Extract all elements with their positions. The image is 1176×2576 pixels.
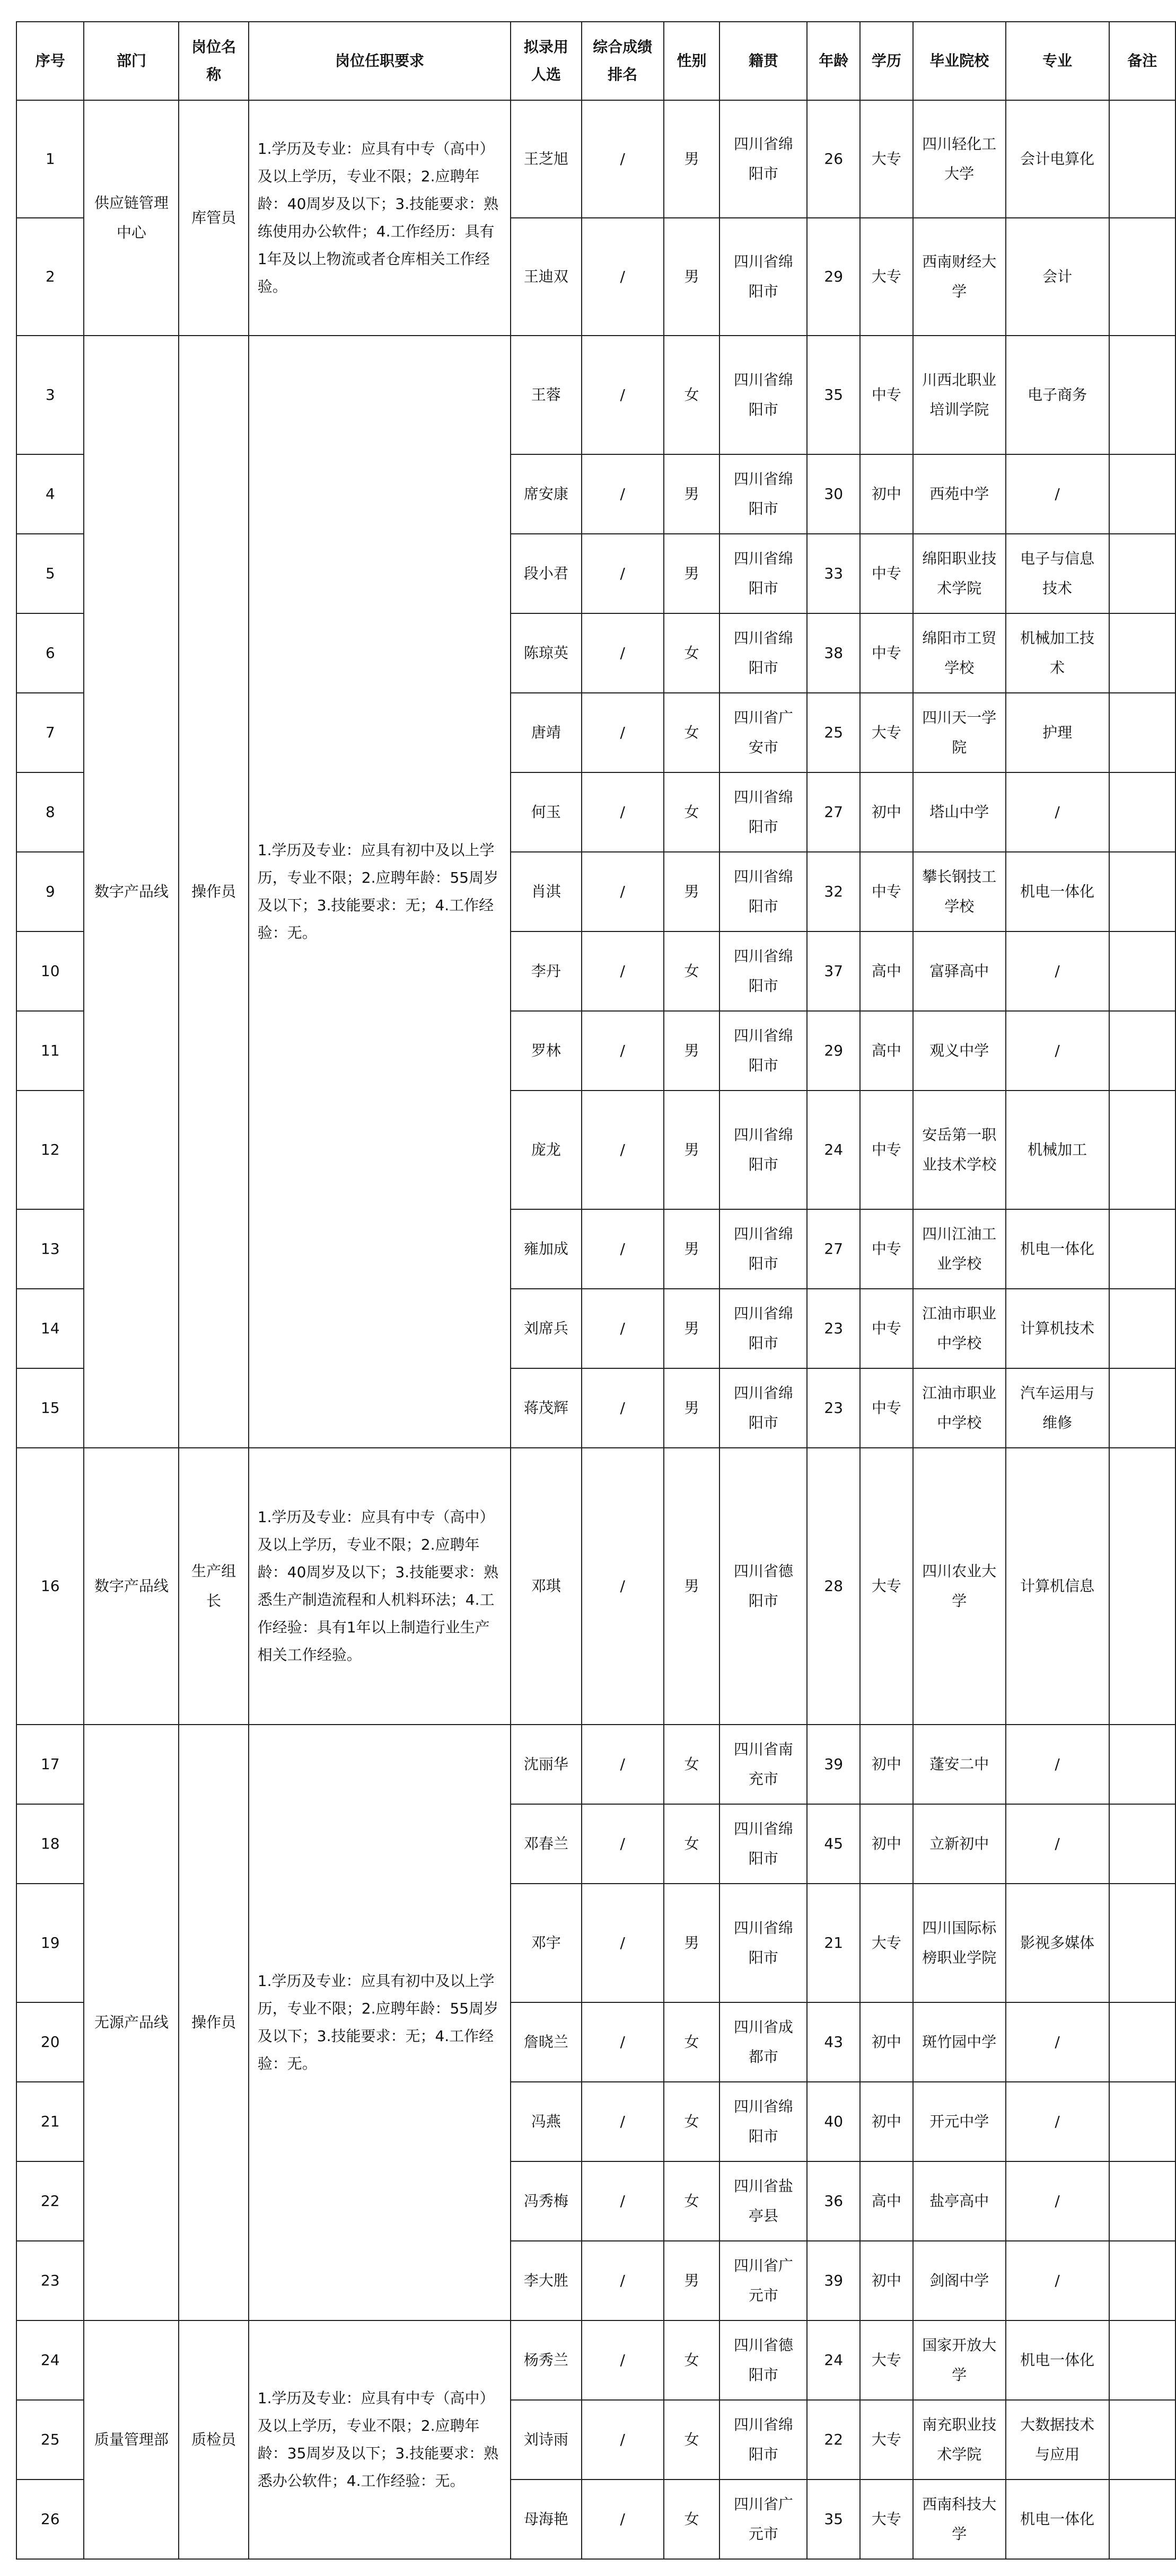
cell-rank: / <box>582 1011 664 1091</box>
cell-origin: 四川省德阳市 <box>719 2320 807 2400</box>
cell-education: 初中 <box>860 1804 913 1884</box>
cell-major: 机电一体化 <box>1006 852 1109 931</box>
candidate-table <box>16 21 1176 2560</box>
cell-candidate: 李大胜 <box>511 2241 581 2320</box>
cell-gender: 女 <box>664 2082 720 2161</box>
cell-origin: 四川省广元市 <box>719 2241 807 2320</box>
header-origin: 籍贯 <box>719 22 807 100</box>
table-row <box>16 1448 1175 1725</box>
cell-gender: 男 <box>664 534 720 613</box>
cell-gender: 女 <box>664 2002 720 2082</box>
cell-candidate: 肖淇 <box>511 852 581 931</box>
cell-school: 国家开放大学 <box>913 2320 1006 2400</box>
cell-gender: 男 <box>664 454 720 534</box>
cell-no: 8 <box>16 772 84 852</box>
cell-position: 生产组长 <box>179 1448 248 1725</box>
cell-candidate: 邓琪 <box>511 1448 581 1725</box>
cell-candidate: 席安康 <box>511 454 581 534</box>
cell-no: 5 <box>16 534 84 613</box>
cell-remark <box>1109 2400 1176 2480</box>
cell-education: 初中 <box>860 454 913 534</box>
cell-education: 大专 <box>860 100 913 218</box>
cell-no: 23 <box>16 2241 84 2320</box>
cell-candidate: 邓春兰 <box>511 1804 581 1884</box>
cell-rank: / <box>582 2002 664 2082</box>
cell-school: 盐亭高中 <box>913 2161 1006 2241</box>
cell-candidate: 唐靖 <box>511 693 581 772</box>
cell-rank: / <box>582 1804 664 1884</box>
cell-gender: 女 <box>664 2161 720 2241</box>
cell-gender: 男 <box>664 1091 720 1209</box>
cell-major: 会计电算化 <box>1006 100 1109 218</box>
cell-gender: 男 <box>664 2241 720 2320</box>
cell-origin: 四川省德阳市 <box>719 1448 807 1725</box>
cell-origin: 四川省绵阳市 <box>719 1011 807 1091</box>
cell-gender: 男 <box>664 1884 720 2002</box>
cell-no: 10 <box>16 931 84 1011</box>
cell-candidate: 王芝旭 <box>511 100 581 218</box>
cell-age: 33 <box>807 534 860 613</box>
cell-school: 观义中学 <box>913 1011 1006 1091</box>
cell-school: 西苑中学 <box>913 454 1006 534</box>
cell-no: 24 <box>16 2320 84 2400</box>
cell-school: 立新初中 <box>913 1804 1006 1884</box>
cell-education: 初中 <box>860 772 913 852</box>
cell-gender: 女 <box>664 1804 720 1884</box>
cell-education: 中专 <box>860 613 913 693</box>
cell-candidate: 庞龙 <box>511 1091 581 1209</box>
cell-rank: / <box>582 1091 664 1209</box>
cell-candidate: 刘席兵 <box>511 1289 581 1368</box>
cell-rank: / <box>582 218 664 336</box>
cell-candidate: 王迪双 <box>511 218 581 336</box>
cell-school: 绵阳市工贸学校 <box>913 613 1006 693</box>
cell-major: / <box>1006 1725 1109 1804</box>
cell-candidate: 李丹 <box>511 931 581 1011</box>
cell-origin: 四川省绵阳市 <box>719 1804 807 1884</box>
cell-education: 中专 <box>860 1209 913 1289</box>
cell-no: 6 <box>16 613 84 693</box>
header-gender: 性别 <box>664 22 720 100</box>
cell-age: 28 <box>807 1448 860 1725</box>
cell-no: 12 <box>16 1091 84 1209</box>
cell-school: 川西北职业培训学院 <box>913 336 1006 454</box>
cell-major: 机械加工 <box>1006 1091 1109 1209</box>
cell-school: 南充职业技术学院 <box>913 2400 1006 2480</box>
cell-school: 绵阳职业技术学院 <box>913 534 1006 613</box>
cell-age: 21 <box>807 1884 860 2002</box>
cell-candidate: 罗林 <box>511 1011 581 1091</box>
cell-school: 安岳第一职业技术学校 <box>913 1091 1006 1209</box>
cell-candidate: 蒋茂辉 <box>511 1368 581 1448</box>
cell-rank: / <box>582 2161 664 2241</box>
cell-no: 16 <box>16 1448 84 1725</box>
cell-education: 初中 <box>860 2082 913 2161</box>
cell-remark <box>1109 1725 1176 1804</box>
cell-origin: 四川省成都市 <box>719 2002 807 2082</box>
cell-gender: 女 <box>664 693 720 772</box>
cell-major: 护理 <box>1006 693 1109 772</box>
cell-dept: 供应链管理中心 <box>84 100 179 336</box>
header-school: 毕业院校 <box>913 22 1006 100</box>
cell-remark <box>1109 1368 1176 1448</box>
cell-origin: 四川省南充市 <box>719 1725 807 1804</box>
cell-education: 大专 <box>860 693 913 772</box>
cell-gender: 女 <box>664 931 720 1011</box>
cell-major: / <box>1006 2082 1109 2161</box>
cell-candidate: 王蓉 <box>511 336 581 454</box>
cell-age: 30 <box>807 454 860 534</box>
cell-major: 机电一体化 <box>1006 2320 1109 2400</box>
cell-gender: 男 <box>664 1448 720 1725</box>
cell-education: 中专 <box>860 852 913 931</box>
cell-candidate: 杨秀兰 <box>511 2320 581 2400</box>
cell-gender: 男 <box>664 852 720 931</box>
cell-gender: 女 <box>664 772 720 852</box>
cell-requirement: 1.学历及专业：应具有中专（高中）及以上学历，专业不限；2.应聘年龄：40周岁及以下；3.技能要求：熟练使用办公软件；4.工作经历：具有1年及以上物流或者仓库相关工作经验。 <box>249 100 511 336</box>
cell-education: 初中 <box>860 1725 913 1804</box>
cell-origin: 四川省绵阳市 <box>719 1209 807 1289</box>
cell-gender: 女 <box>664 613 720 693</box>
cell-candidate: 段小君 <box>511 534 581 613</box>
header-major: 专业 <box>1006 22 1109 100</box>
cell-major: 计算机技术 <box>1006 1289 1109 1368</box>
cell-education: 中专 <box>860 1289 913 1368</box>
cell-rank: / <box>582 1209 664 1289</box>
cell-rank: / <box>582 2082 664 2161</box>
cell-age: 27 <box>807 772 860 852</box>
cell-age: 45 <box>807 1804 860 1884</box>
cell-origin: 四川省盐亭县 <box>719 2161 807 2241</box>
cell-no: 21 <box>16 2082 84 2161</box>
cell-age: 35 <box>807 336 860 454</box>
cell-position: 质检员 <box>179 2320 248 2559</box>
cell-school: 四川农业大学 <box>913 1448 1006 1725</box>
cell-education: 大专 <box>860 2400 913 2480</box>
cell-rank: / <box>582 454 664 534</box>
cell-age: 25 <box>807 693 860 772</box>
cell-no: 1 <box>16 100 84 218</box>
cell-dept: 数字产品线 <box>84 1448 179 1725</box>
cell-rank: / <box>582 693 664 772</box>
cell-origin: 四川省绵阳市 <box>719 2400 807 2480</box>
cell-origin: 四川省绵阳市 <box>719 772 807 852</box>
cell-school: 剑阁中学 <box>913 2241 1006 2320</box>
cell-age: 39 <box>807 2241 860 2320</box>
cell-remark <box>1109 2161 1176 2241</box>
cell-age: 23 <box>807 1368 860 1448</box>
cell-remark <box>1109 100 1176 218</box>
table-row <box>16 336 1175 454</box>
cell-rank: / <box>582 1884 664 2002</box>
cell-education: 大专 <box>860 218 913 336</box>
cell-remark <box>1109 336 1176 454</box>
cell-remark <box>1109 1448 1176 1725</box>
cell-major: / <box>1006 2161 1109 2241</box>
cell-education: 中专 <box>860 1368 913 1448</box>
cell-dept: 无源产品线 <box>84 1725 179 2320</box>
cell-major: 影视多媒体 <box>1006 1884 1109 2002</box>
cell-age: 39 <box>807 1725 860 1804</box>
cell-gender: 男 <box>664 1209 720 1289</box>
cell-education: 高中 <box>860 2161 913 2241</box>
cell-candidate: 母海艳 <box>511 2480 581 2559</box>
cell-school: 江油市职业中学校 <box>913 1289 1006 1368</box>
cell-remark <box>1109 2002 1176 2082</box>
cell-age: 24 <box>807 1091 860 1209</box>
header-no: 序号 <box>16 22 84 100</box>
cell-gender: 男 <box>664 1368 720 1448</box>
cell-major: / <box>1006 2002 1109 2082</box>
header-row <box>16 22 1175 100</box>
cell-candidate: 陈琼英 <box>511 613 581 693</box>
cell-school: 蓬安二中 <box>913 1725 1006 1804</box>
cell-education: 初中 <box>860 2002 913 2082</box>
cell-rank: / <box>582 931 664 1011</box>
cell-education: 中专 <box>860 336 913 454</box>
cell-remark <box>1109 534 1176 613</box>
cell-requirement: 1.学历及专业：应具有中专（高中）及以上学历，专业不限；2.应聘年龄：40周岁及以下；3.技能要求：熟悉生产制造流程和人机料环法；4.工作经验：具有1年以上制造行业生产相关工作经验。 <box>249 1448 511 1725</box>
cell-age: 27 <box>807 1209 860 1289</box>
cell-remark <box>1109 218 1176 336</box>
cell-rank: / <box>582 1368 664 1448</box>
cell-education: 大专 <box>860 1884 913 2002</box>
cell-rank: / <box>582 772 664 852</box>
cell-rank: / <box>582 1448 664 1725</box>
cell-school: 斑竹园中学 <box>913 2002 1006 2082</box>
cell-school: 开元中学 <box>913 2082 1006 2161</box>
cell-no: 11 <box>16 1011 84 1091</box>
cell-age: 32 <box>807 852 860 931</box>
cell-major: 电子与信息技术 <box>1006 534 1109 613</box>
cell-major: / <box>1006 931 1109 1011</box>
cell-origin: 四川省绵阳市 <box>719 613 807 693</box>
header-requirement: 岗位任职要求 <box>249 22 511 100</box>
cell-gender: 女 <box>664 2320 720 2400</box>
cell-age: 36 <box>807 2161 860 2241</box>
cell-major: 大数据技术与应用 <box>1006 2400 1109 2480</box>
cell-education: 初中 <box>860 2241 913 2320</box>
cell-candidate: 詹晓兰 <box>511 2002 581 2082</box>
cell-remark <box>1109 2082 1176 2161</box>
cell-origin: 四川省绵阳市 <box>719 1289 807 1368</box>
cell-remark <box>1109 1011 1176 1091</box>
cell-school: 四川轻化工大学 <box>913 100 1006 218</box>
cell-major: / <box>1006 772 1109 852</box>
cell-gender: 女 <box>664 336 720 454</box>
cell-rank: / <box>582 1289 664 1368</box>
cell-major: / <box>1006 1804 1109 1884</box>
cell-origin: 四川省绵阳市 <box>719 2082 807 2161</box>
cell-rank: / <box>582 2480 664 2559</box>
cell-gender: 女 <box>664 2480 720 2559</box>
cell-origin: 四川省广元市 <box>719 2480 807 2559</box>
cell-origin: 四川省绵阳市 <box>719 1368 807 1448</box>
cell-no: 4 <box>16 454 84 534</box>
cell-no: 15 <box>16 1368 84 1448</box>
cell-education: 高中 <box>860 1011 913 1091</box>
cell-position: 操作员 <box>179 336 248 1448</box>
cell-age: 22 <box>807 2400 860 2480</box>
cell-education: 大专 <box>860 1448 913 1725</box>
cell-rank: / <box>582 100 664 218</box>
cell-school: 四川江油工业学校 <box>913 1209 1006 1289</box>
cell-education: 大专 <box>860 2480 913 2559</box>
cell-no: 20 <box>16 2002 84 2082</box>
cell-origin: 四川省绵阳市 <box>719 100 807 218</box>
cell-school: 西南财经大学 <box>913 218 1006 336</box>
cell-major: / <box>1006 2241 1109 2320</box>
cell-remark <box>1109 1091 1176 1209</box>
table-row <box>16 2320 1175 2400</box>
header-remark: 备注 <box>1109 22 1176 100</box>
cell-origin: 四川省绵阳市 <box>719 1884 807 2002</box>
cell-major: 电子商务 <box>1006 336 1109 454</box>
header-position: 岗位名称 <box>179 22 248 100</box>
cell-dept: 数字产品线 <box>84 336 179 1448</box>
cell-dept: 质量管理部 <box>84 2320 179 2559</box>
cell-school: 攀长钢技工学校 <box>913 852 1006 931</box>
cell-rank: / <box>582 2320 664 2400</box>
cell-requirement: 1.学历及专业：应具有中专（高中）及以上学历，专业不限；2.应聘年龄：35周岁及以下；3.技能要求：熟悉办公软件；4.工作经验：无。 <box>249 2320 511 2559</box>
cell-age: 43 <box>807 2002 860 2082</box>
cell-gender: 男 <box>664 1011 720 1091</box>
header-rank: 综合成绩排名 <box>582 22 664 100</box>
cell-gender: 女 <box>664 1725 720 1804</box>
cell-no: 25 <box>16 2400 84 2480</box>
header-age: 年龄 <box>807 22 860 100</box>
cell-origin: 四川省广安市 <box>719 693 807 772</box>
header-candidate: 拟录用人选 <box>511 22 581 100</box>
cell-rank: / <box>582 2241 664 2320</box>
cell-age: 38 <box>807 613 860 693</box>
table-row <box>16 100 1175 218</box>
cell-education: 中专 <box>860 534 913 613</box>
cell-age: 23 <box>807 1289 860 1368</box>
cell-origin: 四川省绵阳市 <box>719 218 807 336</box>
cell-remark <box>1109 613 1176 693</box>
cell-rank: / <box>582 852 664 931</box>
cell-candidate: 雍加成 <box>511 1209 581 1289</box>
cell-remark <box>1109 1804 1176 1884</box>
cell-age: 29 <box>807 1011 860 1091</box>
cell-no: 18 <box>16 1804 84 1884</box>
cell-origin: 四川省绵阳市 <box>719 852 807 931</box>
cell-origin: 四川省绵阳市 <box>719 1091 807 1209</box>
cell-remark <box>1109 2241 1176 2320</box>
cell-candidate: 冯燕 <box>511 2082 581 2161</box>
cell-no: 9 <box>16 852 84 931</box>
cell-remark <box>1109 454 1176 534</box>
cell-school: 富驿高中 <box>913 931 1006 1011</box>
cell-no: 14 <box>16 1289 84 1368</box>
cell-school: 四川天一学院 <box>913 693 1006 772</box>
cell-requirement: 1.学历及专业：应具有初中及以上学历，专业不限；2.应聘年龄：55周岁及以下；3.技能要求：无；4.工作经验：无。 <box>249 1725 511 2320</box>
cell-remark <box>1109 2480 1176 2559</box>
cell-gender: 男 <box>664 218 720 336</box>
cell-remark <box>1109 852 1176 931</box>
cell-no: 26 <box>16 2480 84 2559</box>
header-dept: 部门 <box>84 22 179 100</box>
cell-major: 汽车运用与维修 <box>1006 1368 1109 1448</box>
cell-position: 操作员 <box>179 1725 248 2320</box>
cell-remark <box>1109 2320 1176 2400</box>
table-row <box>16 1725 1175 1804</box>
cell-education: 中专 <box>860 1091 913 1209</box>
cell-remark <box>1109 772 1176 852</box>
cell-candidate: 邓宇 <box>511 1884 581 2002</box>
cell-school: 四川国际标榜职业学院 <box>913 1884 1006 2002</box>
cell-age: 24 <box>807 2320 860 2400</box>
cell-origin: 四川省绵阳市 <box>719 534 807 613</box>
cell-rank: / <box>582 534 664 613</box>
cell-position: 库管员 <box>179 100 248 336</box>
cell-rank: / <box>582 1725 664 1804</box>
cell-no: 17 <box>16 1725 84 1804</box>
cell-major: 机电一体化 <box>1006 1209 1109 1289</box>
cell-candidate: 刘诗雨 <box>511 2400 581 2480</box>
cell-no: 3 <box>16 336 84 454</box>
cell-no: 19 <box>16 1884 84 2002</box>
cell-major: 会计 <box>1006 218 1109 336</box>
cell-school: 西南科技大学 <box>913 2480 1006 2559</box>
cell-remark <box>1109 693 1176 772</box>
cell-candidate: 冯秀梅 <box>511 2161 581 2241</box>
cell-no: 13 <box>16 1209 84 1289</box>
cell-candidate: 何玉 <box>511 772 581 852</box>
cell-remark <box>1109 1884 1176 2002</box>
cell-school: 江油市职业中学校 <box>913 1368 1006 1448</box>
header-education: 学历 <box>860 22 913 100</box>
recruitment-sheet <box>16 21 1176 2560</box>
cell-major: 计算机信息 <box>1006 1448 1109 1725</box>
cell-origin: 四川省绵阳市 <box>719 336 807 454</box>
cell-age: 40 <box>807 2082 860 2161</box>
cell-education: 高中 <box>860 931 913 1011</box>
table-body <box>16 100 1175 2559</box>
cell-origin: 四川省绵阳市 <box>719 931 807 1011</box>
cell-age: 29 <box>807 218 860 336</box>
cell-school: 塔山中学 <box>913 772 1006 852</box>
cell-major: / <box>1006 1011 1109 1091</box>
cell-rank: / <box>582 613 664 693</box>
cell-gender: 男 <box>664 1289 720 1368</box>
cell-no: 7 <box>16 693 84 772</box>
cell-remark <box>1109 931 1176 1011</box>
cell-no: 22 <box>16 2161 84 2241</box>
cell-major: 机械加工技术 <box>1006 613 1109 693</box>
cell-rank: / <box>582 336 664 454</box>
cell-education: 大专 <box>860 2320 913 2400</box>
cell-age: 26 <box>807 100 860 218</box>
cell-age: 35 <box>807 2480 860 2559</box>
cell-major: / <box>1006 454 1109 534</box>
cell-requirement: 1.学历及专业：应具有初中及以上学历，专业不限；2.应聘年龄：55周岁及以下；3.技能要求：无；4.工作经验：无。 <box>249 336 511 1448</box>
cell-rank: / <box>582 2400 664 2480</box>
cell-remark <box>1109 1209 1176 1289</box>
cell-age: 37 <box>807 931 860 1011</box>
cell-remark <box>1109 1289 1176 1368</box>
cell-origin: 四川省绵阳市 <box>719 454 807 534</box>
cell-major: 机电一体化 <box>1006 2480 1109 2559</box>
cell-no: 2 <box>16 218 84 336</box>
cell-candidate: 沈丽华 <box>511 1725 581 1804</box>
cell-gender: 男 <box>664 100 720 218</box>
cell-gender: 女 <box>664 2400 720 2480</box>
